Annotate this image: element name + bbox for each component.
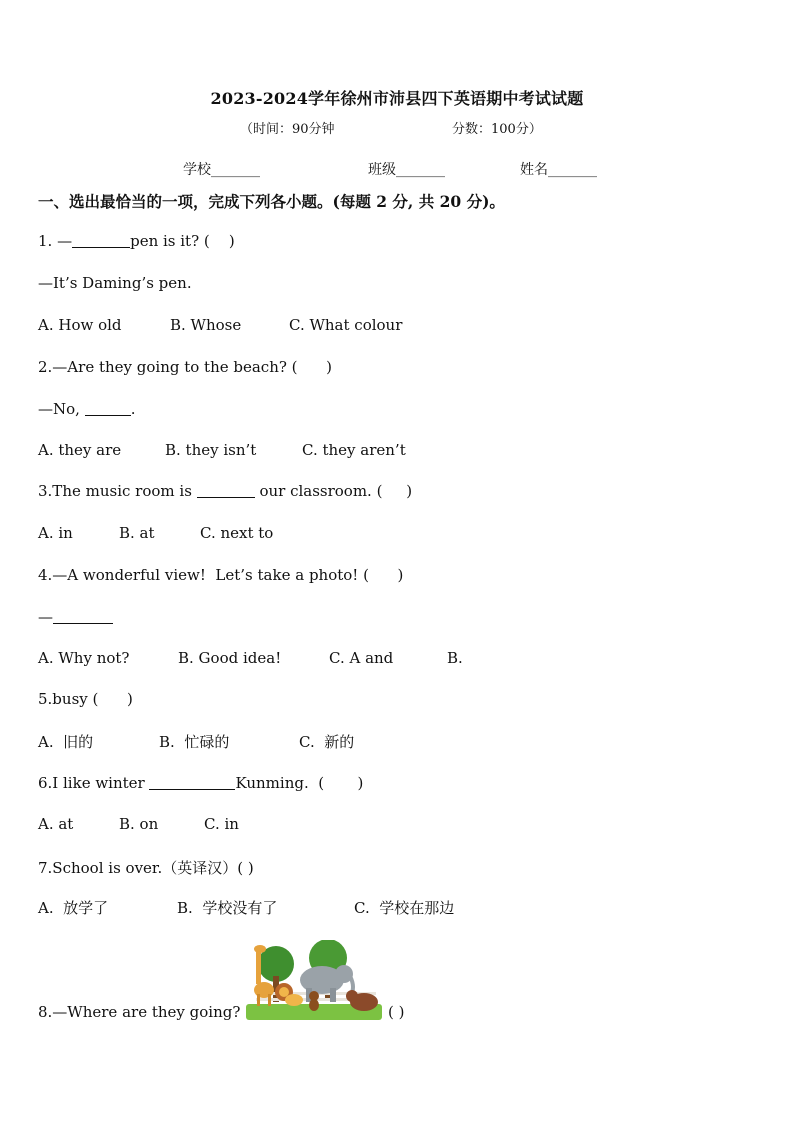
q5-option-a: A. 旧的 xyxy=(38,733,94,751)
q4-reply-prefix: — xyxy=(38,608,53,626)
q6-suffix: Kunming. ( ) xyxy=(235,774,364,792)
q5-option-c: C. 新的 xyxy=(299,733,355,751)
q1-blank xyxy=(72,233,130,248)
class-field: 班级_______ xyxy=(368,162,445,178)
q2-option-b: B. they isn’t xyxy=(165,441,257,459)
q4-option-b: B. Good idea! xyxy=(178,649,282,667)
q2-option-a: A. they are xyxy=(38,441,122,459)
question-6 xyxy=(38,774,363,792)
q4-option-a: A. Why not? xyxy=(38,649,130,667)
q3-option-b: B. at xyxy=(119,524,155,542)
q1-suffix: pen is it? ( ) xyxy=(130,232,235,250)
q8-answer-paren: ( ) xyxy=(388,1003,405,1021)
q2-blank xyxy=(85,401,131,416)
question-2: 2.—Are they going to the beach? ( ) xyxy=(38,358,332,376)
q5-option-b: B. 忙碌的 xyxy=(159,733,230,751)
question-8: 8.—Where are they going? xyxy=(38,1003,241,1021)
q4-option-d: B. xyxy=(447,649,463,667)
q6-option-c: C. in xyxy=(204,815,239,833)
question-4: 4.—A wonderful view! Let’s take a photo! ( ) xyxy=(38,566,404,584)
q2-reply-prefix: —No, xyxy=(38,400,85,418)
q7-option-a: A. 放学了 xyxy=(38,899,109,917)
exam-score: 分数：100分） xyxy=(452,122,542,137)
q1-prefix: 1. — xyxy=(38,232,73,250)
q3-option-a: A. in xyxy=(38,524,73,542)
q3-suffix: our classroom. ( ) xyxy=(254,482,413,500)
question-7: 7.School is over.（英译汉）( ) xyxy=(38,859,254,877)
q2-reply xyxy=(38,400,135,418)
q4-option-c: C. A and xyxy=(329,649,394,667)
school-field: 学校_______ xyxy=(183,162,260,178)
zoo-animals-image xyxy=(246,940,382,1022)
q3-option-c: C. next to xyxy=(200,524,274,542)
q1-option-b: B. Whose xyxy=(170,316,242,334)
q2-option-c: C. they aren’t xyxy=(302,441,406,459)
question-1 xyxy=(38,232,235,250)
question-3 xyxy=(38,482,412,500)
q1-answer-line: —It’s Daming’s pen. xyxy=(38,274,192,292)
q7-option-c: C. 学校在那边 xyxy=(354,899,455,917)
exam-title: 2023-2024学年徐州市沛县四下英语期中考试试题 xyxy=(210,89,584,108)
q7-option-b: B. 学校没有了 xyxy=(177,899,278,917)
name-field: 姓名_______ xyxy=(520,162,597,178)
q1-option-c: C. What colour xyxy=(289,316,403,334)
q3-prefix: 3.The music room is xyxy=(38,482,197,500)
section-heading: 一、选出最恰当的一项，完成下列各小题。(每题 2 分, 共 20 分)。 xyxy=(38,192,505,211)
q6-blank xyxy=(149,775,235,790)
question-5: 5.busy ( ) xyxy=(38,690,133,708)
q4-blank xyxy=(53,609,113,624)
q3-blank xyxy=(197,483,255,498)
monkey-icon xyxy=(309,991,319,1011)
q4-reply xyxy=(38,608,113,626)
q6-option-b: B. on xyxy=(119,815,159,833)
q1-option-a: A. How old xyxy=(38,316,122,334)
exam-time: （时间：90分钟 xyxy=(240,122,335,137)
q6-prefix: 6.I like winter xyxy=(38,774,150,792)
q2-reply-suffix: . xyxy=(130,400,136,418)
q6-option-a: A. at xyxy=(38,815,74,833)
